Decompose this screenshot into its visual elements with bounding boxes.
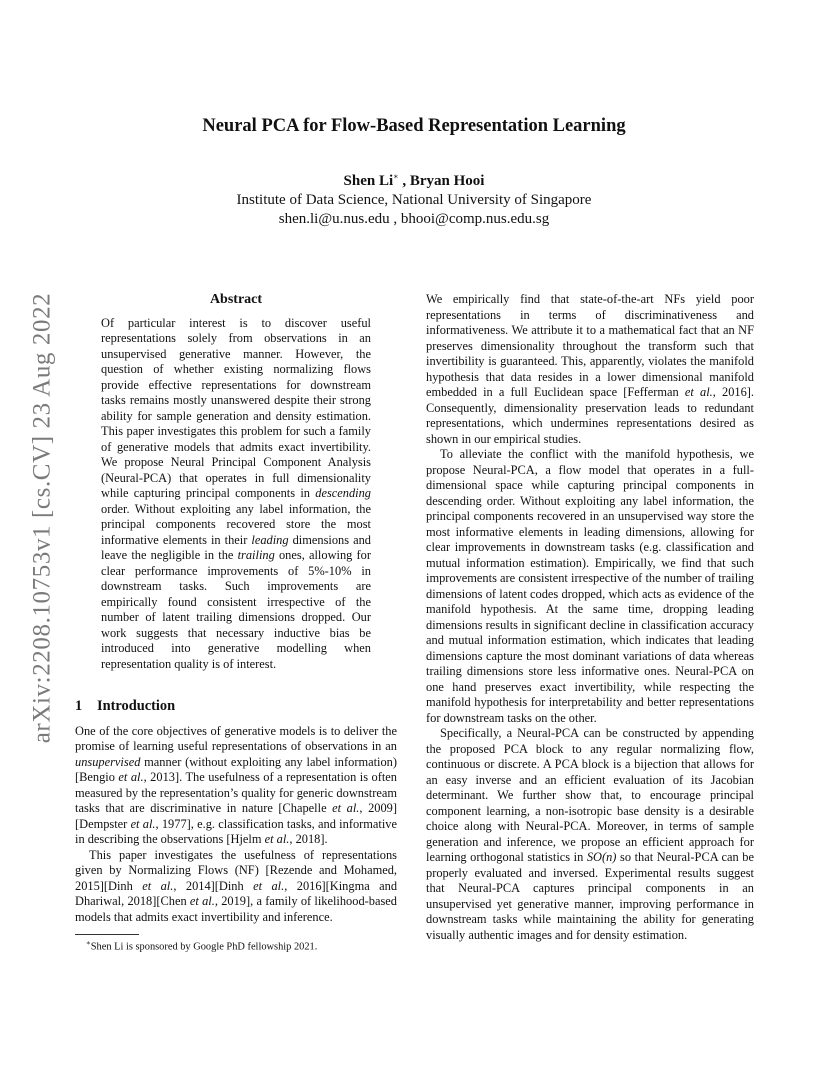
intro-p1-text-3: , 2013]. The usefulness of a representation is often measured by the representation’s quality for generic downstream tasks that are discriminative in nature [Chapelle: [75, 770, 397, 815]
intro-p2-text-4: , 2019], a family of likelihood-based models that admits exact invertibility and inference.: [75, 894, 397, 924]
abstract-body: [101, 316, 371, 673]
intro-p2-etal-2: et al.: [253, 878, 285, 893]
right-p3-math-so-n: SO(n): [586, 850, 617, 864]
intro-p1-text-5: , 1977], e.g. classification tasks, and informative in describing the observations [Hjelm: [75, 816, 397, 846]
intro-p1-etal-2: et al.: [332, 801, 360, 815]
author-bryan-hooi: Bryan Hooi: [409, 173, 485, 189]
intro-p1-text-2: manner (without exploiting any label information) [Bengio: [75, 754, 397, 784]
section-number: 1: [75, 698, 83, 714]
arxiv-identifier-stamp: [22, 278, 62, 758]
abstract-emph-descending: descending: [315, 486, 371, 500]
right-p3-text-1: Specifically, a Neural-PCA can be constructed by appending the proposed PCA block to any regular normalizing flow, continuous or discrete. A PCA block is a bijection that allows for an easy inverse and an efficient evaluation of its Jacobian determinant. We further show that, to encourage principal component learning, a non-isotropic base density is a desirable choice along with Neural-PCA. Moreover, in terms of sample generation and inference, we propose an efficient approach for learning orthogonal statistics in: [426, 726, 754, 864]
footnote: [86, 939, 396, 952]
intro-p1-text-1: One of the core objectives of generative models is to deliver the promise of learning useful representations of observations in an: [75, 723, 397, 753]
author-separator: ,: [398, 173, 410, 189]
intro-p2-text-2: , 2014][Dinh: [173, 878, 254, 893]
abstract-text-1: Of particular interest is to discover useful representations solely from observations in an unsupervised generative manner. However, the question of whether existing normalizing flows provide effective representations for downstream tasks remains mostly unanswered despite their strong ability for sample generation and density estimation. This paper investigates this problem for such a family of generative models that admits exact invertibility. We propose Neural Principal Component Analysis (Neural-PCA) that operates in full dimensionality while capturing principal components in: [101, 315, 371, 500]
footnote-text: Shen Li is sponsored by Google PhD fellowship 2021.: [90, 941, 318, 953]
intro-p1-emph-unsupervised: unsupervised: [75, 754, 141, 769]
intro-paragraph-1: [75, 724, 397, 848]
right-paragraph-1: [426, 292, 754, 447]
author-footnote-mark: ∗: [393, 172, 399, 181]
intro-p2-etal-3: et al.: [189, 894, 215, 908]
intro-p2-etal-1: et al.: [142, 878, 174, 893]
right-p1-text-2: , 2016]. Consequently, dimensionality preservation leads to redundant representations, which undermines representations desired as shown in our empirical studies.: [426, 385, 755, 446]
abstract-emph-trailing: trailing: [237, 548, 275, 562]
right-column: [426, 292, 754, 943]
intro-p1-etal-1: et al.: [118, 770, 144, 784]
footnote-rule: [75, 934, 139, 935]
section-heading-introduction: [75, 699, 397, 715]
intro-p1-text-6: , 2018].: [289, 832, 328, 846]
right-paragraph-2: To alleviate the conflict with the manifold hypothesis, we propose Neural-PCA, a flow model that operates in a full-dimensional space while capturing principal components in descending order. Without exploiting any label information, the principal components recovered in an unsupervised way store the most informative elements in leading dimensions, allowing for clear improvements in downstream tasks (e.g. classification and mutual information estimation). Empirically, we find that such improvements are consistent irrespective of the number of trailing dimensions of latent codes dropped, which acts as evidence of the manifold hypothesis. At the same time, dropping leading dimensions results in significant decline in classification accuracy and mutual information estimation, which indicates that leading dimensions capture the most dominant variations of data whereas trailing dimensions store less informative ones. Neural-PCA on one hand preserves exact invertibility, while respecting the manifold hypothesis for interpretability and better representations for downstream tasks on the other.: [426, 447, 754, 725]
arxiv-id-text: arXiv:2208.10753v1 [cs.CV] 23 Aug 2022: [28, 292, 56, 744]
intro-p1-text-4: , 2009][Dempster: [75, 801, 398, 831]
intro-paragraph-2: [75, 848, 397, 926]
section-title: Introduction: [97, 698, 176, 714]
abstract-text-4: ones, allowing for clear performance improvements of 5%-10% in downstream tasks. Such improvements are empirically found consistent irrespective of the number of latent trailing dimensions dropped. Our work suggests that necessary inductive bias be introduced into generative modelling when representation quality is of interest.: [101, 548, 371, 671]
abstract-emph-leading: leading: [251, 532, 289, 547]
abstract-heading: Abstract: [209, 292, 263, 307]
intro-p2-text-3: , 2016][Kingma and Dhariwal, 2018][Chen: [75, 878, 398, 908]
affiliation: Institute of Data Science, National University of Singapore: [236, 192, 592, 208]
right-paragraph-3: [426, 726, 754, 943]
left-column: [75, 292, 397, 925]
author-list: [0, 172, 828, 190]
author-emails: shen.li@u.nus.edu , bhooi@comp.nus.edu.sg: [278, 211, 550, 227]
intro-p1-etal-4: et al.: [264, 832, 290, 846]
intro-p2-text-1: This paper investigates the usefulness of representations given by Normalizing Flows (NF) [Rezende and Mohamed, 2015][Dinh: [75, 847, 397, 893]
abstract-text-3: dimensions and leave the negligible in the: [101, 532, 371, 562]
intro-p1-etal-3: et al.: [130, 816, 156, 831]
abstract-text-2: order. Without exploiting any label information, the principal components recovered store the most informative elements in their: [101, 501, 371, 547]
paper-title: Neural PCA for Flow-Based Representation Learning: [202, 116, 626, 136]
right-p1-etal: et al.: [684, 385, 713, 399]
right-p1-text-1: We empirically find that state-of-the-art NFs yield poor representations in terms of discriminativeness and informativeness. We attribute it to a mathematical fact that an NF preserves dimensionality throughout the transform such that invertibility is guaranteed. This, apparently, violates the manifold hypothesis that data resides in a lower dimensional manifold embedded in a full Euclidean space [Fefferman: [426, 292, 754, 399]
author-shen-li: Shen Li: [343, 173, 394, 189]
right-p3-text-2: so that Neural-PCA can be properly evaluated and inversed. Experimental results suggest that Neural-PCA captures principal components in an unsupervised yet generative manner, improving performance in downstream tasks while maintaining the ability for generating visually authentic images and for density estimation.: [426, 850, 754, 942]
footnote-mark: ∗: [86, 939, 91, 947]
